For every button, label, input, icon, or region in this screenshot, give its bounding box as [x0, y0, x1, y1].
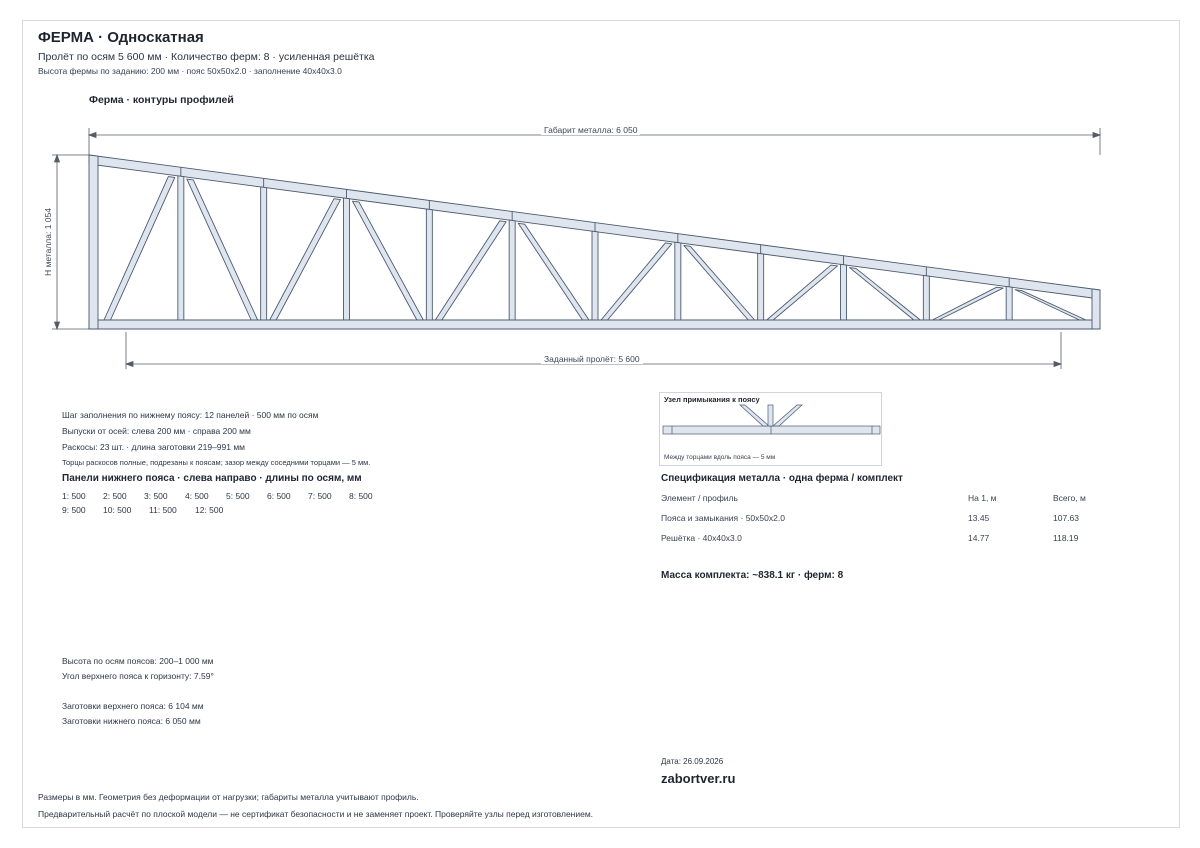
dimension-lines [52, 128, 1100, 369]
note-panels: Шаг заполнения по нижнему поясу: 12 панелей · 500 мм по осям [62, 410, 319, 420]
web-vertical [1006, 286, 1012, 320]
spec-row-web-total: 118.19 [1053, 533, 1079, 543]
panel-item: 2: 500 [103, 491, 127, 501]
note-braces: Раскосы: 23 шт. · длина заготовки 219–991 мм [62, 442, 246, 452]
web-vertical [509, 220, 515, 320]
web-diagonal [932, 287, 1003, 320]
footer-note-disclaimer: Предварительный расчёт по плоской модели — не сертификат безопасности и не заменяет проект. Проверяйте узлы перед изготовлением. [38, 809, 594, 819]
info-top-angle: Угол верхнего пояса к горизонту: 7.59° [62, 671, 214, 681]
web-vertical [841, 264, 847, 320]
dim-arrow [55, 155, 60, 162]
web-diagonal [518, 223, 589, 320]
note-cuts: Торцы раскосов полные, подрезаны к поясам; зазор между соседними торцами — 5 мм. [62, 458, 371, 467]
spec-row-chords-total: 107.63 [1053, 513, 1079, 523]
node-chord [663, 426, 880, 434]
spec-header-per-one: На 1, м [968, 493, 997, 503]
subtitle-height: Высота фермы по заданию: 200 мм · пояс 50x50x2.0 · заполнение 40x40x3.0 [38, 66, 342, 76]
footer-date: Дата: 26.09.2026 [661, 757, 724, 766]
panel-item: 3: 500 [144, 491, 168, 501]
web-vertical [675, 242, 681, 320]
panel-item: 10: 500 [103, 505, 132, 515]
spec-header-total: Всего, м [1053, 493, 1086, 503]
node-detail-caption: Между торцами вдоль пояса — 5 мм [664, 454, 776, 461]
web-diagonal [767, 265, 838, 320]
drawing-section-title: Ферма · контуры профилей [89, 94, 234, 106]
web-vertical [758, 253, 764, 320]
dim-arrow [1054, 362, 1061, 367]
web-vertical [592, 231, 598, 320]
dim-label-span: Заданный пролёт: 5 600 [541, 354, 643, 364]
panel-item: 7: 500 [308, 491, 332, 501]
info-axis-height: Высота по осям поясов: 200–1 000 мм [62, 656, 214, 666]
web-vertical [178, 176, 184, 320]
web-vertical [923, 275, 929, 320]
node-vertical [768, 405, 773, 426]
panel-item: 5: 500 [226, 491, 250, 501]
web-diagonal [353, 201, 424, 320]
panel-item: 8: 500 [349, 491, 373, 501]
spec-mass: Масса комплекта: ~838.1 кг · ферм: 8 [661, 570, 844, 581]
node-diagonal [773, 405, 802, 426]
spec-row-chords-per-one: 13.45 [968, 513, 990, 523]
brand-logo-text: zabortver.ru [661, 771, 736, 786]
spec-row-web-per-one: 14.77 [968, 533, 990, 543]
panel-item: 9: 500 [62, 505, 86, 515]
info-top-blanks: Заготовки верхнего пояса: 6 104 мм [62, 701, 204, 711]
dim-arrow [1093, 133, 1100, 138]
web-diagonal [435, 221, 506, 320]
web-diagonal [850, 268, 921, 320]
dim-arrow [55, 322, 60, 329]
dim-label-metal-width: Габарит металла: 6 050 [541, 125, 640, 135]
panel-item: 6: 500 [267, 491, 291, 501]
spec-row-chords-name: Пояса и замыкания · 50x50x2.0 [661, 513, 785, 523]
spec-title: Спецификация металла · одна ферма / комплект [661, 473, 903, 484]
node-detail-title: Узел примыкания к поясу [664, 395, 760, 404]
info-bottom-blanks: Заготовки нижнего пояса: 6 050 мм [62, 716, 201, 726]
end-post-left [89, 155, 98, 329]
spec-row-web-name: Решётка · 40x40x3.0 [661, 533, 742, 543]
node-diagonal [740, 405, 769, 426]
truss-drawing [0, 0, 1200, 380]
web-vertical [426, 209, 432, 320]
web-diagonal [270, 199, 341, 320]
web-diagonal [104, 177, 175, 320]
dim-arrow [89, 133, 96, 138]
footer-note-dimensions: Размеры в мм. Геометрия без деформации от нагрузки; габариты металла учитывают профиль. [38, 792, 419, 802]
dim-arrow [126, 362, 133, 367]
web-vertical [344, 198, 350, 320]
web-vertical [261, 187, 267, 320]
panel-item: 4: 500 [185, 491, 209, 501]
bottom-chord [89, 320, 1100, 329]
panel-item: 12: 500 [195, 505, 224, 515]
spec-header-element: Элемент / профиль [661, 493, 738, 503]
node-detail-box [659, 392, 882, 466]
web-diagonal [187, 179, 258, 320]
panels-title: Панели нижнего пояса · слева направо · длины по осям, мм [62, 473, 362, 484]
web-diagonal [601, 243, 672, 320]
page-title: ФЕРМА · Односкатная [38, 29, 204, 46]
end-post-right [1092, 289, 1100, 329]
dim-label-metal-height: Н металла: 1 054 [43, 205, 53, 279]
subtitle-span: Пролёт по осям 5 600 мм · Количество ферм: 8 · усиленная решётка [38, 51, 375, 63]
web-diagonal [684, 245, 755, 320]
note-overhangs: Выпуски от осей: слева 200 мм · справа 200 мм [62, 426, 251, 436]
truss-members [89, 155, 1100, 329]
panel-item: 1: 500 [62, 491, 86, 501]
panel-item: 11: 500 [149, 505, 177, 515]
